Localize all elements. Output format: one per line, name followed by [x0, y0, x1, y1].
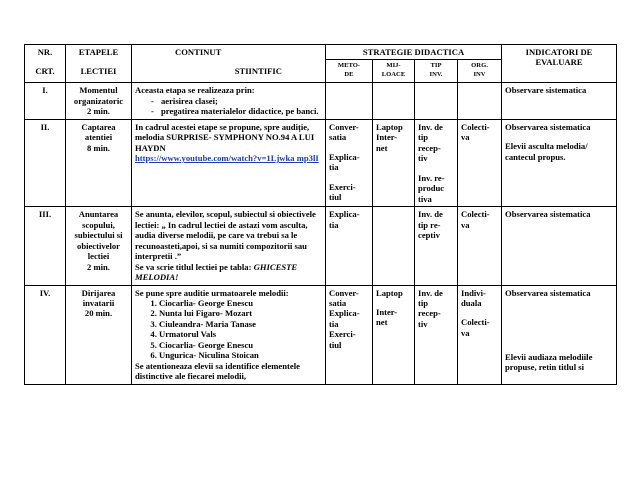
evaluation-cell: Observarea sistematica — [502, 207, 617, 285]
row-number: III. — [25, 207, 66, 285]
content-cell: Se pune spre auditie urmatoarele melodii: 1. Ciocarlia- George Enescu 2. Nunta lui Figaro- Mozart 3. Ciuleandra- Maria Tanase 4. Urmatorul Vals 5. Ciocarlia- George Enescu 6. Ungurica- Niculina Stoican Se atentioneaza elevii sa identifice elementele distinctive ale fiecarei melodii, — [132, 285, 326, 384]
organization-cell: Colecti- va — [458, 207, 502, 285]
list-item: 3. Ciuleandra- Maria Tanase — [159, 319, 322, 329]
list-item: 1. Ciocarlia- George Enescu — [159, 298, 322, 308]
header-indicatori: INDICATORI DE EVALUARE — [502, 45, 617, 83]
row-number: IV. — [25, 285, 66, 384]
header-mijloace: MIJ- LOACE — [373, 60, 415, 83]
header-continut: CONTINUT STIINTIFIC — [132, 45, 326, 83]
header-strategie: STRATEGIE DIDACTICA — [326, 45, 502, 60]
list-item: 5. Ciocarlia- George Enescu — [159, 340, 322, 350]
header-org: ORG. INV — [458, 60, 502, 83]
learning-type-cell: Inv. de tip recep- tiv Inv. re- produc tiva — [415, 119, 458, 206]
table-row — [25, 285, 617, 384]
methods-cell: Conver- satia Explica- tia Exerci- tiul — [326, 119, 373, 206]
stage-cell: Momentul organizatoric 2 min. — [66, 83, 132, 119]
list-item: 6. Ungurica- Niculina Stoican — [159, 350, 322, 360]
materials-cell: Laptop Inter- net — [373, 285, 415, 384]
content-list — [135, 96, 322, 117]
lesson-plan-table — [24, 44, 617, 385]
materials-cell — [373, 207, 415, 285]
row-number: I. — [25, 83, 66, 119]
organization-cell: Indivi- duala Colecti- va — [458, 285, 502, 384]
methods-cell: Conver- satia Explica- tia Exerci- tiul — [326, 285, 373, 384]
learning-type-cell: Inv. de tip recep- tiv — [415, 285, 458, 384]
list-item: - pregatirea materialelor didactice, pe banci. — [151, 106, 322, 116]
materials-cell: Laptop Inter- net — [373, 119, 415, 206]
list-item: 2. Nunta lui Figaro- Mozart — [159, 308, 322, 318]
row-number: II. — [25, 119, 66, 206]
table-row — [25, 83, 617, 119]
header-etapele: ETAPELE LECTIEI — [66, 45, 132, 83]
content-cell: Se anunta, elevilor, scopul, subiectul si obiectivele lectiei: „ In cadrul lectiei de astazi vom asculta, audia diverse melodii, pe care va trebui sa le recunoasteti,apoi, si sa numiti compozitorii sau interpretii .” Se va scrie titlul lectiei pe tabla: GHICESTE MELODIA! — [132, 207, 326, 285]
methods-cell — [326, 83, 373, 119]
methods-cell: Explica- tia — [326, 207, 373, 285]
song-list — [135, 298, 322, 361]
organization-cell: Colecti- va — [458, 119, 502, 206]
table-row — [25, 119, 617, 206]
youtube-link[interactable]: https://www.youtube.com/watch?v=1Ljwka mp3lI — [135, 153, 319, 164]
stage-cell: Anuntarea scopului, subiectului si obiectivelor lectiei 2 min. — [66, 207, 132, 285]
header-row — [25, 45, 617, 60]
list-item: - aerisirea clasei; — [151, 96, 322, 106]
materials-cell — [373, 83, 415, 119]
header-nr: NR. CRT. — [25, 45, 66, 83]
learning-type-cell — [415, 83, 458, 119]
content-cell: Aceasta etapa se realizeaza prin: - aerisirea clasei; - pregatirea materialelor didactice, pe banci. — [132, 83, 326, 119]
stage-cell: Captarea atentiei 8 min. — [66, 119, 132, 206]
learning-type-cell: Inv. de tip re- ceptiv — [415, 207, 458, 285]
stage-cell: Dirijarea invatarii 20 min. — [66, 285, 132, 384]
header-metode: METO- DE — [326, 60, 373, 83]
table-row — [25, 207, 617, 285]
evaluation-cell: Observarea sistematica Elevii audiaza melodiile propuse, retin titlul si — [502, 285, 617, 384]
header-tip: TIP INV. — [415, 60, 458, 83]
evaluation-cell: Observarea sistematica Elevii asculta melodia/ cantecul propus. — [502, 119, 617, 206]
list-item: 4. Urmatorul Vals — [159, 329, 322, 339]
organization-cell — [458, 83, 502, 119]
content-cell: In cadrul acestei etape se propune, spre audiție, melodia SURPRISE- SYMPHONY NO.94 A LUI HAYDN https://www.youtube.com/watch?v=1Ljwka mp3lI — [132, 119, 326, 206]
lesson-title: GHICESTE MELODIA! — [135, 261, 298, 283]
evaluation-cell: Observare sistematica — [502, 83, 617, 119]
